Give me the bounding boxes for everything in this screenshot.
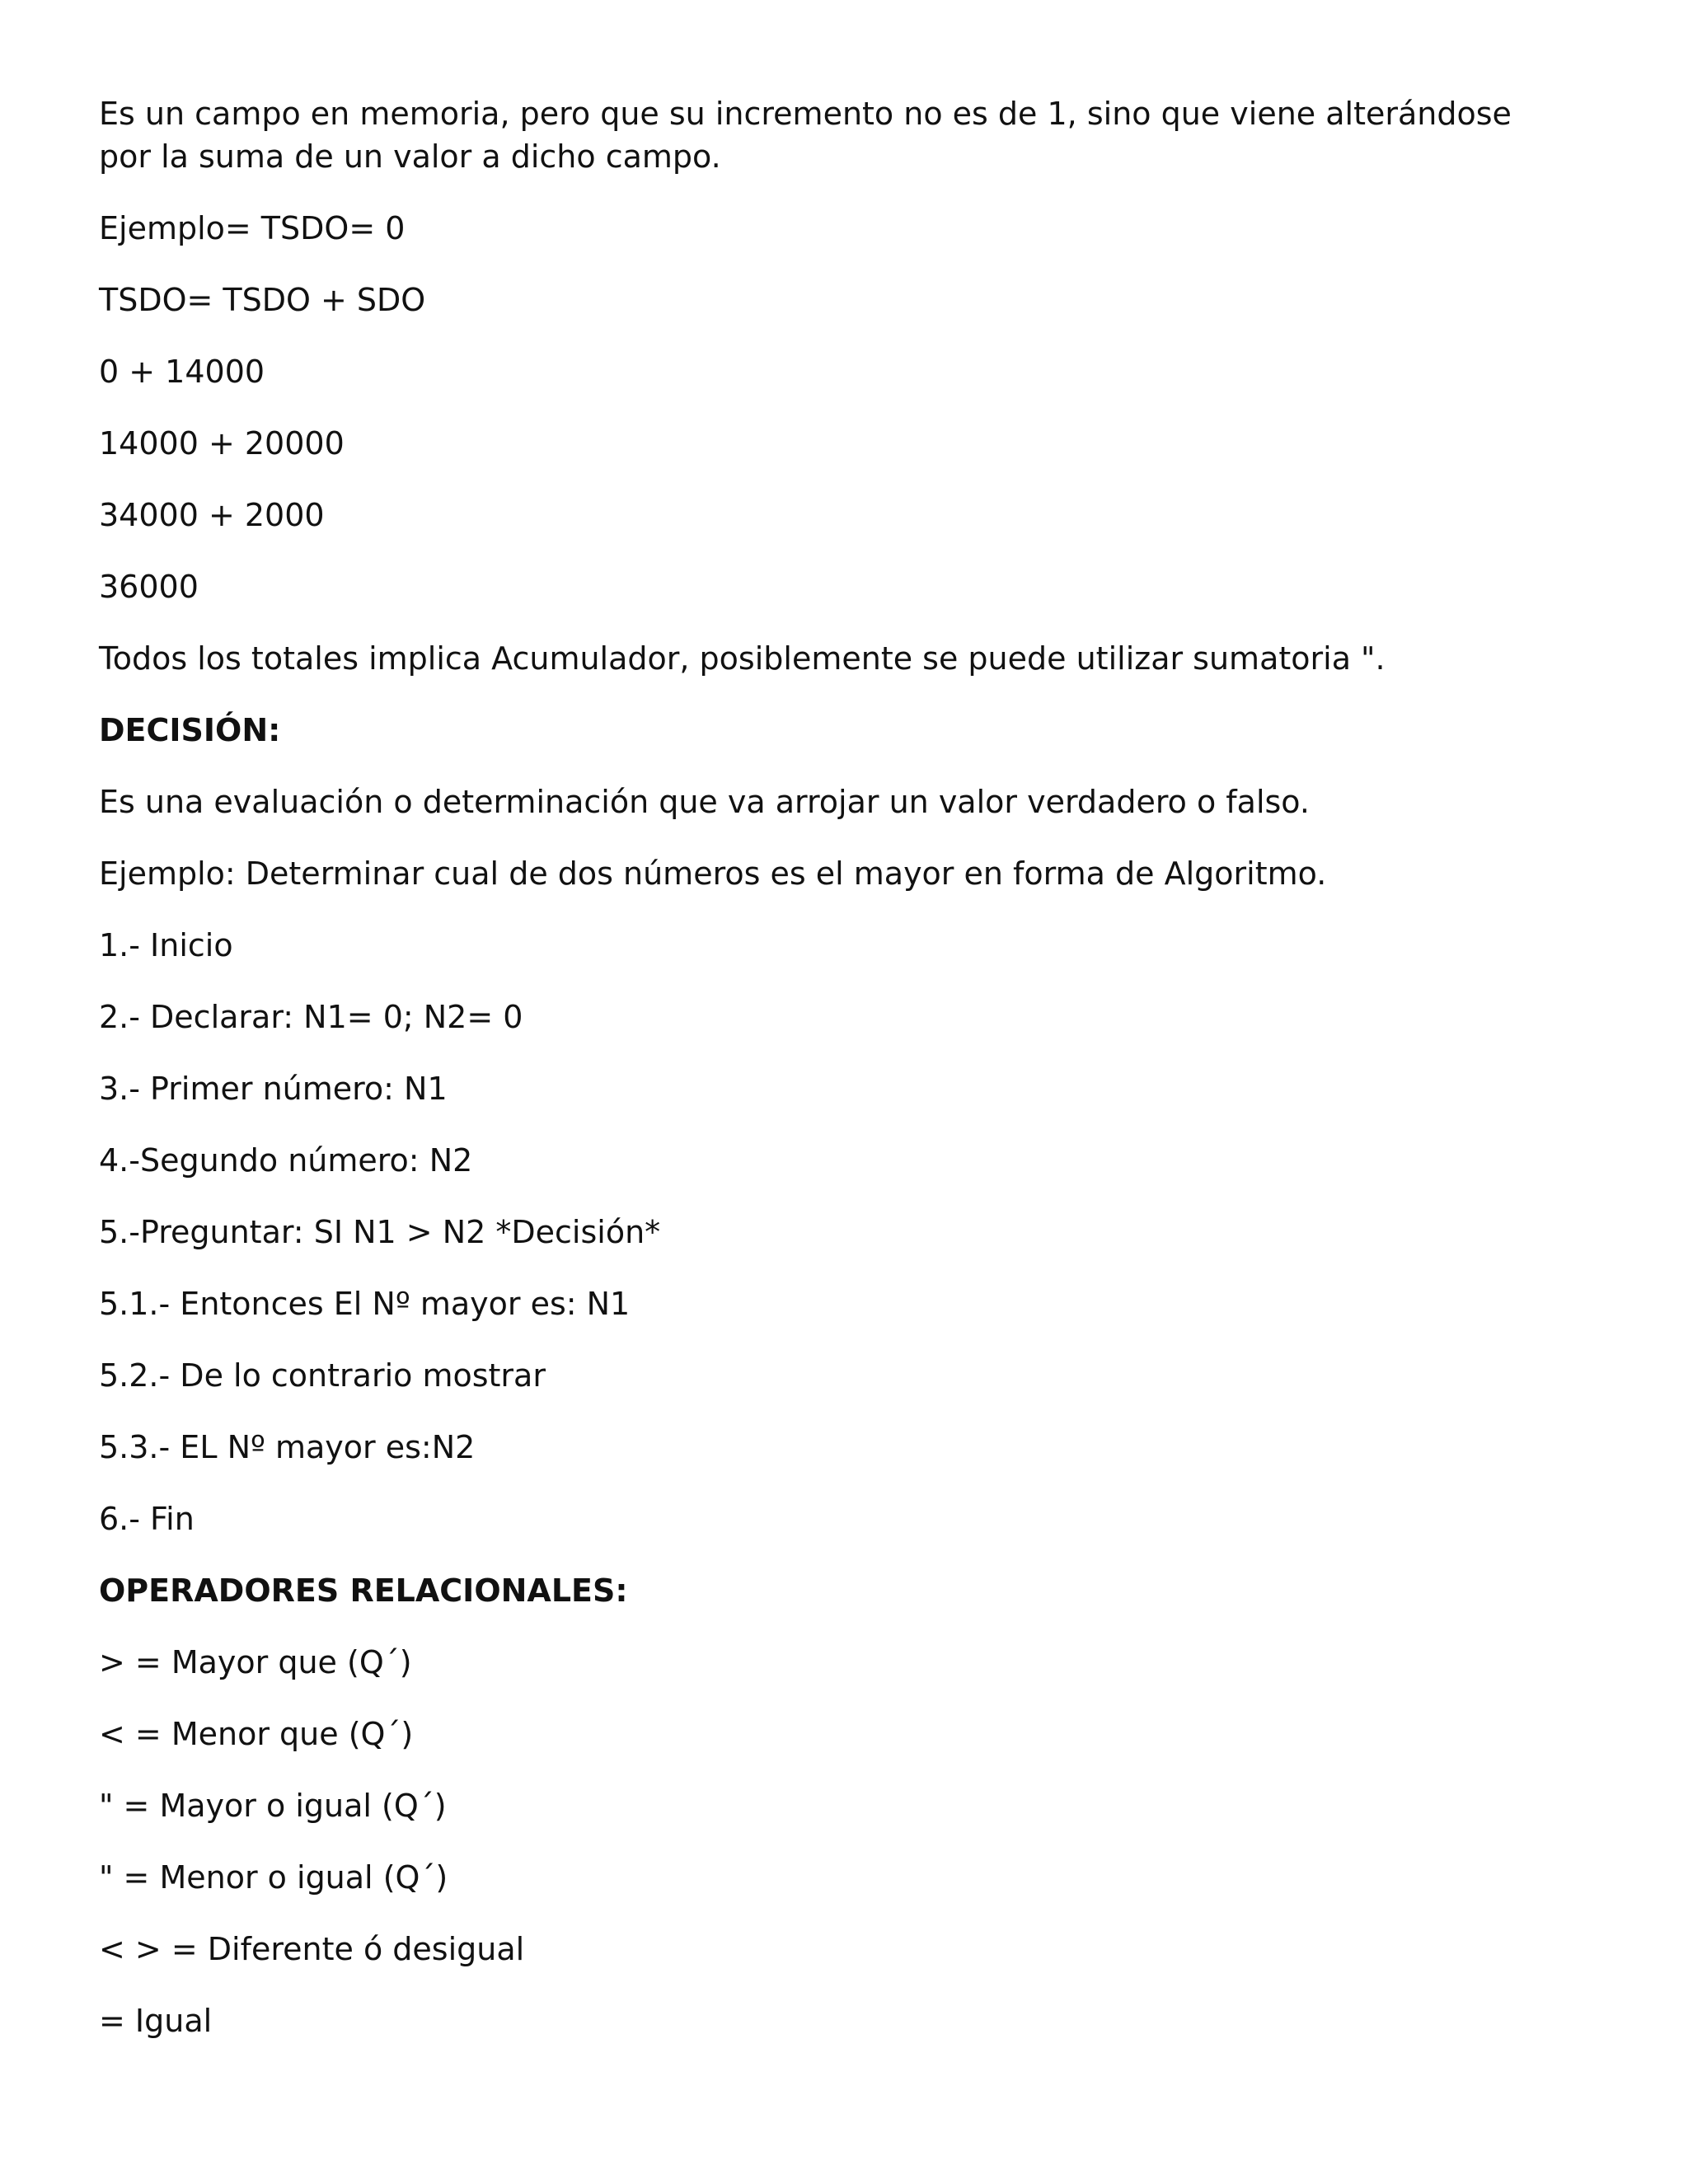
algorithm-step: 3.- Primer número: N1: [99, 1071, 448, 1107]
text-line: 14000 + 20000: [99, 425, 345, 462]
intro-paragraph: Es un campo en memoria, pero que su incremento no es de 1, sino que viene alterándose por la suma de un valor a dicho campo.: [99, 96, 1512, 175]
operator-line: " = Mayor o igual (Q´): [99, 1788, 447, 1824]
section-heading-operators: OPERADORES RELACIONALES:: [99, 1572, 628, 1609]
text-line: Ejemplo= TSDO= 0: [99, 210, 406, 246]
text-line: 0 + 14000: [99, 354, 265, 390]
text-line: Es una evaluación o determinación que va arrojar un valor verdadero o falso.: [99, 784, 1310, 820]
algorithm-step: 6.- Fin: [99, 1501, 195, 1537]
algorithm-step: 1.- Inicio: [99, 927, 233, 963]
text-line: Todos los totales implica Acumulador, posiblemente se puede utilizar sumatoria ".: [99, 640, 1386, 677]
algorithm-step: 4.-Segundo número: N2: [99, 1142, 473, 1179]
operator-line: < > = Diferente ó desigual: [99, 1931, 525, 1967]
text-line: 36000: [99, 569, 199, 605]
algorithm-step: 5.2.- De lo contrario mostrar: [99, 1357, 546, 1394]
operator-line: = Igual: [99, 2003, 213, 2039]
operator-line: " = Menor o igual (Q´): [99, 1859, 448, 1896]
algorithm-step: 5.3.- EL Nº mayor es:N2: [99, 1429, 476, 1465]
text-line: 34000 + 2000: [99, 497, 325, 533]
algorithm-step: 5.-Preguntar: SI N1 > N2 *Decisión*: [99, 1214, 661, 1250]
text-line: Ejemplo: Determinar cual de dos números es el mayor en forma de Algoritmo.: [99, 855, 1327, 892]
text-line: TSDO= TSDO + SDO: [99, 282, 426, 318]
algorithm-step: 5.1.- Entonces El Nº mayor es: N1: [99, 1286, 631, 1322]
operator-line: < = Menor que (Q´): [99, 1716, 414, 1752]
operator-line: > = Mayor que (Q´): [99, 1644, 412, 1680]
algorithm-step: 2.- Declarar: N1= 0; N2= 0: [99, 999, 523, 1035]
section-heading-decision: DECISIÓN:: [99, 712, 281, 748]
document-content: [99, 92, 1550, 2071]
